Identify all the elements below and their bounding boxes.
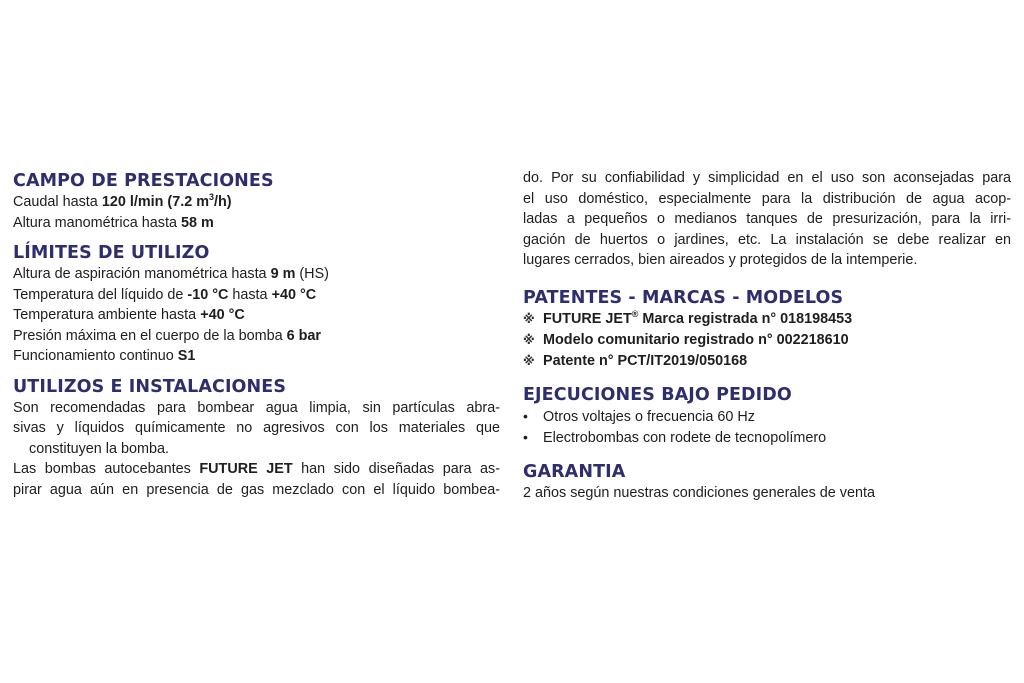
utilizos-line-3: constituyen la bomba. xyxy=(29,440,169,457)
patent-item xyxy=(523,330,1011,351)
bullet-icon: • xyxy=(523,429,528,445)
presion-value: 6 bar xyxy=(286,327,321,344)
caudal-superscript: 3 xyxy=(209,192,215,203)
caudal-unit: /h) xyxy=(214,194,232,210)
temp-liquido-min: -10 °C xyxy=(187,286,229,303)
list-item-text: Electrobombas con rodete de tecnopolímero xyxy=(543,430,827,446)
section-title-garantia: GARANTIA xyxy=(523,461,626,482)
funcionamiento-value: S1 xyxy=(177,348,196,364)
section-title-utilizos: UTILIZOS E INSTALACIONES xyxy=(13,376,287,397)
patent-item-text: Modelo comunitario registrado n° 002218610 xyxy=(543,331,849,348)
aspiracion-line xyxy=(13,264,500,285)
list-item-text: Otros voltajes o frecuencia 60 Hz xyxy=(543,408,755,425)
reference-mark-icon: ※ xyxy=(523,332,535,347)
temp-ambiente-value: +40 °C xyxy=(200,307,245,323)
left-column xyxy=(13,170,500,500)
list-item xyxy=(523,427,1011,449)
section-title-ejecuciones: EJECUCIONES BAJO PEDIDO xyxy=(523,384,792,405)
reference-mark-icon: ※ xyxy=(523,353,535,368)
funcionamiento-line xyxy=(13,346,500,367)
aspiracion-value: 9 m xyxy=(270,266,296,282)
section-title-patentes: PATENTES - MARCAS - MODELOS xyxy=(523,287,844,308)
temp-liquido-max: +40 °C xyxy=(271,286,317,303)
altura-value: 58 m xyxy=(180,214,214,231)
patent-item xyxy=(523,309,1011,330)
temp-ambiente-line xyxy=(13,305,500,326)
list-item xyxy=(523,406,1011,428)
patent-item-text: Patente n° PCT/IT2019/050168 xyxy=(543,352,748,369)
continuation-line-3: ladas a pequeños o medianos tanques de presurización, para la irri- xyxy=(523,211,1011,227)
utilizos-continuation xyxy=(523,168,1011,271)
presion-line xyxy=(13,326,500,347)
temp-liquido-line xyxy=(13,285,500,306)
utilizos-brand: FUTURE JET xyxy=(199,461,293,477)
patent-item-text-post: Marca registrada n° 018198453 xyxy=(638,310,853,327)
section-title-campo: CAMPO DE PRESTACIONES xyxy=(13,171,274,191)
right-column xyxy=(523,168,1011,503)
altura-label: Altura manométrica hasta xyxy=(13,214,181,231)
funcionamiento-label: Funcionamiento continuo xyxy=(13,348,178,364)
utilizos-line-2: sivas y líquidos químicamente no agresivos con los materiales que xyxy=(13,420,500,436)
utilizos-line-4-pre: Las bombas autocebantes xyxy=(13,461,200,477)
registered-mark: ® xyxy=(631,308,639,319)
temp-liquido-label: Temperatura del líquido de xyxy=(13,286,188,303)
temp-liquido-connector: hasta xyxy=(228,286,272,303)
utilizos-line-1: Son recomendadas para bombear agua limpia, sin partículas abra- xyxy=(13,399,500,416)
section-campo-prestaciones xyxy=(13,170,500,233)
patent-item xyxy=(523,351,1011,372)
presion-label: Presión máxima en el cuerpo de la bomba xyxy=(13,327,287,344)
continuation-line-5: lugares cerrados, bien aireados y protegidos de la intemperie. xyxy=(523,252,918,268)
caudal-label: Caudal hasta xyxy=(13,194,102,210)
patent-item-text: FUTURE JET xyxy=(543,310,632,327)
utilizos-line-4 xyxy=(13,459,500,480)
temp-ambiente-label: Temperatura ambiente hasta xyxy=(13,307,201,323)
utilizos-line-4-post: han sido diseñadas para as- xyxy=(292,461,500,477)
section-garantia xyxy=(523,461,1011,504)
bullet-icon: • xyxy=(523,407,528,424)
section-utilizos-instalaciones xyxy=(13,376,500,501)
reference-mark-icon: ※ xyxy=(523,311,535,326)
section-limites-utilizo xyxy=(13,242,500,367)
aspiracion-suffix: (HS) xyxy=(295,266,329,282)
section-patentes xyxy=(523,287,1011,372)
continuation-line-4: gación de huertos o jardines, etc. La instalación se debe realizar en xyxy=(523,231,1011,248)
altura-line xyxy=(13,213,500,234)
utilizos-line-5: pirar agua aún en presencia de gas mezclado con el líquido bombea- xyxy=(13,481,500,498)
caudal-value: 120 l/min (7.2 m xyxy=(101,194,209,210)
section-ejecuciones xyxy=(523,384,1011,449)
section-title-limites: LÍMITES DE UTILIZO xyxy=(13,243,210,263)
continuation-line-2: el uso doméstico, especialmente para la distribución de agua acop- xyxy=(523,190,1011,207)
caudal-line xyxy=(13,192,500,213)
garantia-text: 2 años según nuestras condiciones generales de venta xyxy=(523,484,876,501)
aspiracion-label: Altura de aspiración manométrica hasta xyxy=(13,266,271,282)
continuation-line-1: do. Por su confiabilidad y simplicidad en el uso son aconsejadas para xyxy=(523,170,1011,186)
